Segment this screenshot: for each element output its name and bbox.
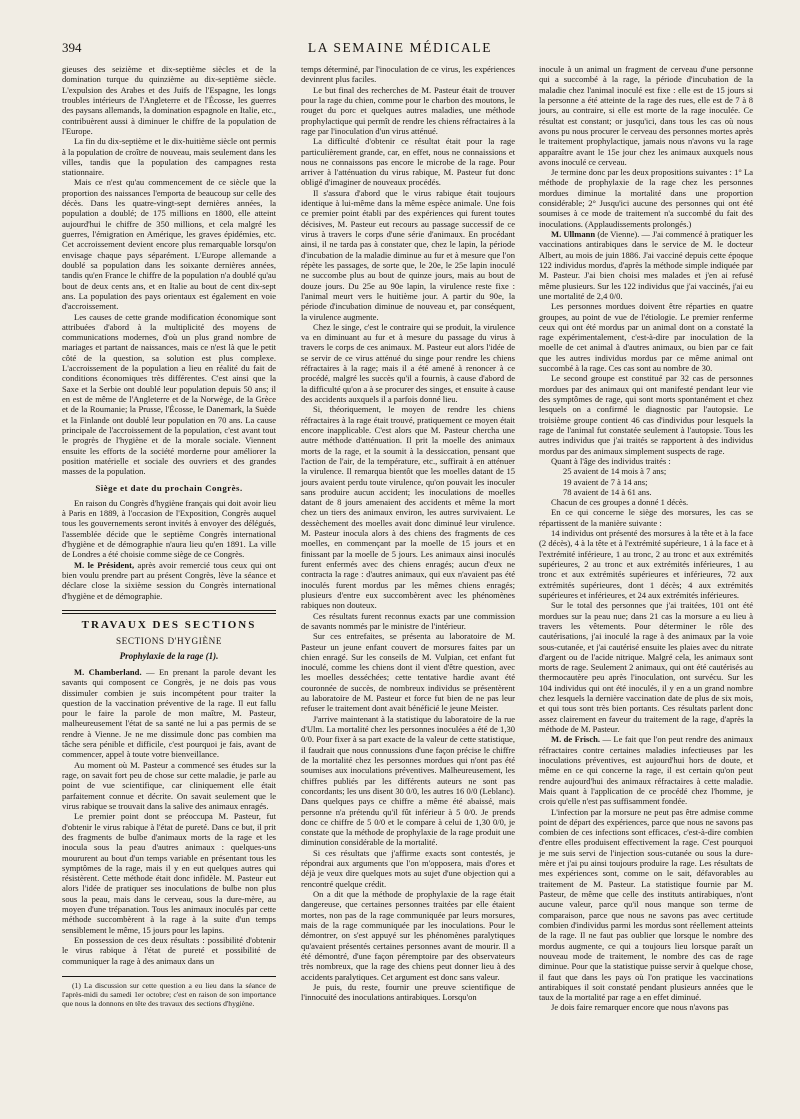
paragraph: Je termine donc par les deux propositions suivantes : 1° La méthode de prophylaxie de la rage chez les personnes mordues diminue la mortalité dans une proportion considérable; 2° Jusqu'ici aucune des personnes qui ont été soumises à ce mode de traitement n'a succombé du fait des inoculations. (Applaudissements prolongés.) (539, 167, 753, 229)
list-item: 19 avaient de 7 à 14 ans; (563, 476, 648, 487)
paragraph: Ces résultats furent reconnus exacts par une commission de savants nommés par le ministre de l'intérieur. (301, 610, 515, 631)
paragraph: Sur le total des personnes que j'ai traitées, 101 ont été mordues sur la peau nue; dans 21 cas la morsure a eu lieu à travers les vêtements. Pour déterminer le rôle des cautérisations, j'ai inoculé la rage à des animaux par la voie sous-cutanée, et j'ai cautérisé ensuite les plaies avec du nitrate d'argent ou de l'acide nitrique. Malgré cela, les animaux sont morts de rage. Seulement 2 animaux, qui ont été cautérisés au thermocautère peu après l'inoculation, ont survécu. Sur les 104 individus qui ont été inoculés, il y en a un grand nombre chez lesquels la dernière vaccination date de plus de six mois, et qui tous sont très bien portants. Ces résultats parlent donc assez clairement en faveur du traitement de la rage, d'après la méthode de M. Pasteur. (539, 600, 753, 734)
paragraph: En possession de ces deux résultats : possibilité d'obtenir le virus rabique à l'état de pureté et possibilité de communiquer la rage à des animaux dans un (62, 935, 276, 966)
page-header (62, 40, 738, 60)
speaker-name: M. le Président, (74, 559, 135, 570)
column-middle (301, 64, 515, 1002)
speech-text: — Le fait que l'on peut rendre des animaux réfractaires contre certaines maladies infectieuses par les inoculations préventives, est aujourd'hui hors de doute, et même en ce qui concerne la rage, il est certain qu'on peut rendre aujourd'hui des animaux réfractaires à cette maladie. Mais quant à l'application de ce procédé chez l'homme, je crois qu'elle n'est pas suffisamment fondée. (539, 734, 753, 807)
list-item: 78 avaient de 14 à 61 ans. (563, 486, 652, 497)
paragraph: Il s'assura d'abord que le virus rabique était toujours identique à lui-même dans la même espèce animale. Une fois ce premier point établi par des expériences qui furent toutes décisives, M. Pasteur eut recours au passage successif de ce virus à travers le corps d'une série d'animaux. En procédant ainsi, il ne tarda pas à constater que, chez le lapin, la période d'incubation de la maladie diminue au fur et à mesure que l'on répète les passages, de sorte que, le 20e, le 25e lapin inoculé ne succombe plus au bout de quinze jours, mais au bout de douze jours. Du 25e au 90e lapin, la virulence reste fixe : l'animal meurt vers le huitième jour. A partir du 90e, la période d'incubation diminue de nouveau et, par conséquent, la virulence augmente. (301, 187, 515, 322)
speech-text: après avoir remercié tous ceux qui ont bien voulu prendre part au présent Congrès, lève la séance et déclare close la sixième session du Congrès international d'hygiène et de démographie. (62, 559, 277, 601)
paragraph: En raison du Congrès d'hygiène français qui doit avoir lieu à Paris en 1889, à l'occasion de l'Exposition, Congrès auquel tous les gouvernements seront invités à envoyer des délégués, l'assemblée décide que le septième Congrès international d'hygiène et de démographie n'aura lieu qu'en 1891. La ville de Londres a été choisie comme siège de ce Congrès. (62, 497, 276, 560)
paragraph: gieuses des seizième et dix-septième siècles et de la domination turque du quinzième au dix-septième siècle. L'expulsion des Arabes et des Juifs de l'Espagne, les longs troubles intérieurs de l'Angleterre et de l'Écosse, les guerres des paysans allemands, la domination espagnole en Italie, etc., contribuèrent aussi à diminuer le chiffre de la population de l'Europe. (62, 64, 276, 136)
paragraph: Au moment où M. Pasteur a commencé ses études sur la rage, on savait fort peu de chose sur cette maladie, je parle au point de vue scientifique, car cliniquement elle était parfaitement connue et décrite. On savait seulement que le virus rabique se trouvait dans la salive des animaux enragés. (62, 759, 276, 811)
paragraph: inocule à un animal un fragment de cerveau d'une personne qui a succombé à la rage, la période d'incubation de la maladie chez l'animal inoculé est fixe : elle est de 15 jours si la personne a été atteinte de la rage des rues, elle est de 7 à 8 jours, au contraire, si elle est morte de la rage inoculée. Ce résultat est constant; or jusqu'ici, dans tous les cas où nous avons pu nous procurer le cerveau des personnes mortes après le traitement prophylactique, jamais nous n'avons vu la rage apparaître avant le 15e jour chez les animaux auxquels nous avons inoculé ce cerveau. (539, 64, 753, 167)
paragraph: La fin du dix-septième et le dix-huitième siècle ont permis à la population de croître de nouveau, mais seulement dans les villes, tandis que la population des campagnes resta stationnaire. (62, 136, 276, 178)
page-number: 394 (62, 40, 82, 55)
paragraph (539, 229, 753, 301)
paragraph: La difficulté d'obtenir ce résultat était pour la rage particulièrement grande, car, en effet, nous ne connaissions et nous ne connaissons pas encore le microbe de la rage. Pour arriver à l'atténuation du virus rabique, M. Pasteur fut donc obligé d'imaginer de nouveaux procédés. (301, 136, 515, 188)
paragraph: En ce qui concerne le siège des morsures, les cas se répartissent de la manière suivante : (539, 507, 753, 528)
paragraph (62, 667, 276, 760)
paragraph: Sur ces entrefaites, se présenta au laboratoire de M. Pasteur un jeune enfant couvert de morsures faites par un chien enragé. Sur les conseils de M. Vulpian, cet enfant fut inoculé, comme les chiens dont il vient d'être question, avec les moelles desséchées; cette tentative hardie avant été couronnée de succès, de nombreux individus se présentèrent au laboratoire de M. Pasteur et force fut bien de ne pas leur refuser le traitement dont avait bénéficié le jeune Meister. (301, 631, 515, 714)
list-item: 25 avaient de 14 mois à 7 ans; (563, 466, 667, 477)
paragraph: Quant à l'âge des individus traités : (551, 455, 671, 466)
paragraph: Les personnes mordues doivent être réparties en quatre groupes, au point de vue de l'étiologie. Le premier renferme ceux qui ont été mordus par un animal dont on a constaté la rage expérimentalement, c'est-à-dire par inoculation de la moelle de cet animal à d'autres animaux, ou bien par ce fait que les autres individus mordus par ce même animal ont succombé à la rage. Ces cas sont au nombre de 30. (539, 301, 753, 374)
paragraph: Si, théoriquement, le moyen de rendre les chiens réfractaires à la rage était trouvé, pratiquement ce moyen était encore inapplicable. C'est alors que M. Pasteur chercha une autre méthode d'atténuation. Il prit la moelle des animaux morts de la rage, et la soumit à la dessiccation, pensant que l'action de l'air, de la température, etc., suffirait à en atténuer la virulence. Il remarqua bientôt que les moelles datant de 15 jours avaient perdu toute virulence, qu'on pouvait les inoculer sans produire aucun accident; les inoculations de moelles datant de 8 jours amenaient des accidents et même la mort chez un tiers des animaux environ, les autres survivaient. Le dessèchement des moelles avait donc diminué leur virulence. M. Pasteur inocula alors à des chiens des fragments de ces moelles, en commençant par la moelle de 15 jours et en finissant par la moelle de 5 jours. Les animaux ainsi inoculés furent enfermés avec des chiens enragés; aucun d'eux ne contracta la rage : d'autres animaux, qui eux n'avaient pas été inoculés furent mordus par les mêmes chiens enragés; plusieurs d'entre eux succombèrent avec les phénomènes rabiques non douteux. (301, 404, 515, 611)
article-title: Prophylaxie de la rage (1). (119, 650, 219, 661)
paragraph (62, 560, 276, 601)
speech-text: — En prenant la parole devant les savants qui composent ce Congrès, je ne dois pas vous dissimuler combien je suis incompétent pour traiter la question de la vaccination préventive de la rage. Il eut fallu pour le faire la parole de mon maître, M. Pasteur, malheureusement l'état de sa santé ne lui a pas permis de se rendre à Vienne. Je ne me dissimule donc pas combien ma tâche sera pénible et difficile, c'est pourquoi je fais, avant de commencer, appel à toute votre bienveillance. (62, 666, 276, 760)
paragraph (539, 734, 753, 806)
paragraph: On a dit que la méthode de prophylaxie de la rage était dangereuse, que certaines personnes traitées par elle étaient mortes, non pas de la rage communiquée par leurs morsures, mais de la rage communiquée par les inoculations. Pour le démontrer, on s'est appuyé sur les phénomènes paralytiques qu'avaient présentés certaines personnes avant de mourir. Il a été démontré, d'une façon péremptoire par des observateurs très nombreux, que la rage des chiens peut donner lieu à des accidents paralytiques. Cet argument est donc sans valeur. (301, 889, 515, 982)
section-rule (62, 610, 276, 611)
paragraph: L'infection par la morsure ne peut pas être admise comme point de départ des expériences, parce que nous ne savons pas combien de ces infections sont efficaces, c'est-à-dire combien d'entre elles produisent effectivement la rage. C'est pourquoi je me suis servi de l'injection sous-cutanée ou sous la dure-mère et j'ai pu ainsi toujours produire la rage. Les résultats de mes expériences sont, comme on le sait, défavorables au traitement de M. Pasteur. La statistique fournie par M. Pasteur, de même que celle des instituts antirabiques, n'ont aucune valeur, parce qu'il nous manque son terme de comparaison, parce que nous ne savons pas avec certitude combien d'individus parmi les mordus sont réellement atteints de la rage. Il ne faut pas oublier que lorsque le nombre des mordus augmente, ce qui a toujours lieu lorsque paraît un nouveau mode de traitement, le nombre des cas de rage diminue. Pour que la statistique puisse servir à quelque chose, il faut que dans les pays où l'on pratique les vaccinations antirabiques il soit constaté pendant plusieurs années que le taux de la mortalité par rage a en effet diminué. (539, 806, 753, 1003)
journal-title: LA SEMAINE MÉDICALE (307, 40, 493, 55)
speech-text: (de Vienne). — J'ai commencé à pratiquer les vaccinations antirabiques dans le service de M. le docteur Albert, au mois de juin 1886. J'ai vacciné depuis cette époque 122 individus mordus, d'après la méthode simple indiquée par M. Pasteur. J'ai bien choisi mes malades et j'en ai refusé même plusieurs. Sur les 122 individus que j'ai vaccinés, j'ai eu une mortalité de 2,4 0/0. (539, 229, 753, 301)
speaker-name: M. Ullmann (551, 229, 596, 239)
paragraph: Je puis, du reste, fournir une preuve scientifique de l'innocuité des inoculations antirabiques. Lorsqu'on (301, 981, 515, 1003)
paragraph: J'arrive maintenant à la statistique du laboratoire de la rue d'Ulm. La mortalité chez les personnes inoculées a été de 1,30 0/0. Pour fixer à sa part exacte de la valeur de cette statistique, il faudrait que nous connussions d'une façon précise le chiffre de la mortalité chez les personnes mordues qui n'ont pas été soumises aux inoculations préventives. Malheureusement, les chiffres publiés par les différents auteurs ne sont pas concordants; les uns disent 30 0/0, les autres 16 0/0 (Leblanc). Dans quelques pays ce chiffre a même été abaissé, mais personne n'a prétendu qu'il fût inférieur à 5 0/0. Je prends donc ce chiffre de 5 0/0 et le compare à celui de 1,30 0/0, je constate que la méthode de prophylaxie de la rage produit une diminution considérable de la mortalité. (301, 713, 515, 848)
column-right (539, 64, 753, 1013)
paragraph: Si ces résultats que j'affirme exacts sont contestés, je répondrai aux arguments que l'on m'opposera, mais d'ores et déjà je veux dire quelques mots au sujet d'une objection qui a rencontré quelque crédit. (301, 847, 515, 889)
speaker-name: M. de Frisch. (551, 734, 601, 745)
paragraph: 14 individus ont présenté des morsures à la tête et à la face (2 décès), 4 à la tête et à l'extrémité supérieure, 1 à la face et à l'extrémité inférieure, 1 au tronc, 2 au tronc et aux extrémités supérieures, 2 au tronc et aux extrémités inférieures, 1 au tronc et aux extrémités supérieures et inférieures, 72 aux extrémités supérieures, dont 1 décès; 4 aux extrémités supérieures et inférieures, et 24 aux extrémités inférieures. (539, 528, 753, 600)
paragraph: Les causes de cette grande modification économique sont attribuées d'abord à la multiplicité des moyens de communications modernes, d'où un plus grand nombre de mariages et partant de naissances, mais ce n'est là que le petit côté de la question, sa solution est plus complexe. L'accroissement de la population a lieu en réalité du fait de conditions économiques très différentes. C'est ainsi que la Saxe et la Serbie ont doublé leur population depuis 50 ans; il en est de même de l'Angleterre et de la Norwège, de la Grèce et de la Roumanie; la Prusse, l'Écosse, le Danemark, la Suède et la Finlande ont doublé leur population en 70 ans. La cause principale de l'accroissement de la population, c'est avant tout le progrès de l'hygiène et de la morale sociale. Viennent ensuite les efforts de la société morderne pour améliorer la position matérielle et sociale des ouvriers et des grandes masses de la population. (62, 311, 276, 477)
paragraph: Chez le singe, c'est le contraire qui se produit, la virulence va en diminuant au fur et à mesure du passage du virus à travers le corps de ces animaux. M. Pasteur eut alors l'idée de se servir de ce virus atténué du singe pour rendre les chiens réfractaires à la rage; mais il a été amené à renoncer à ce procédé, malgré les succès qu'il a fournis, à cause d'abord de la difficulté qu'on a à se procurer des singes, et ensuite à cause des accidents auxquels il a parfois donné lieu. (301, 321, 515, 404)
section-rule (62, 613, 276, 614)
subheading: Siège et date du prochain Congrès. (95, 482, 243, 493)
paragraph: Chacun de ces groupes a donné 1 décès. (551, 497, 689, 508)
paragraph: Le premier point dont se préoccupa M. Pasteur, fut d'obtenir le virus rabique à l'état de pureté. Dans ce but, il prit des fragments de bulbe d'animaux morts de la rage et les inocula sous la peau d'autres animaux : quelques-uns moururent au bout d'un temps variable en présentant tous les symptômes de la rage, mais il y en eut quelques autres qui résistèrent. Cette méthode était donc infidèle. M. Pasteur eut alors l'idée de pratiquer ses inoculations de bulbe non plus sous la peau, mais dans le cerveau, sous la dure-mère, au moyen d'une trépanation. Tous les animaux inoculés par cette méthode succombèrent à la rage à la suite d'un temps sensiblement le même, 15 jours pour les lapins. (62, 811, 276, 935)
paragraph: Je dois faire remarquer encore que nous n'avons pas (551, 1002, 729, 1013)
paragraph: Mais ce n'est qu'au commencement de ce siècle que la proportion des naissances l'emporta de beaucoup sur celle des décès. Dans les quatre-vingt-sept dernières années, la population a doublé; de 175 millions en 1800, elle atteint aujourd'hui le chiffre de 350 millions, et cela malgré les guerres, l'émigration en Amérique, les graves épidémies, etc. Cet accroissement devient encore plus remarquable lorsqu'on envisage chaque pays séparément. L'Europe allemande a doublé sa population dans les soixante dernières années, tandis qu'en France le chiffre de la population n'a doublé qu'au bout de deux cents ans, et en Italie au bout de cent dix-sept ans. La population des pays orientaux est également en voie d'accroissement. (62, 177, 276, 312)
speaker-name: M. Chamberland. (74, 666, 142, 677)
section-title: TRAVAUX DES SECTIONS (81, 618, 257, 631)
paragraph: temps déterminé, par l'inoculation de ce virus, les expériences devinrent plus faciles. (301, 64, 515, 85)
footnote: (1) La discussion sur cette question a eu lieu dans la séance de l'après-midi du samedi 1er octobre; c'est en raison de son importance que nous la donnons en tête des travaux des sections d'hygiène. (62, 976, 276, 1008)
section-subtitle: SECTIONS D'HYGIÈNE (115, 636, 223, 647)
paragraph: Le but final des recherches de M. Pasteur était de trouver pour la rage du chien, comme pour le charbon des moutons, le rouget du porc et quelques autres maladies, une méthode prophylactique qui permît de rendre les chiens réfractaires à la rage par l'inoculation d'un virus atténué. (301, 84, 515, 136)
paragraph: Le second groupe est constitué par 32 cas de personnes mordues par des animaux qui ont manifesté pendant leur vie des symptômes de rage, qui sont morts spontanément et chez lesquels on a confirmé le diagnostic par l'autopsie. Le troisième groupe contient 46 cas d'individus pour lesquels la rage de l'animal fut constatée seulement à l'autopsie. Tous les autres individus que j'ai traités se rapportent à des individus mordus par des animaux simplement suspects de rage. (539, 373, 753, 456)
column-left (62, 64, 276, 1008)
